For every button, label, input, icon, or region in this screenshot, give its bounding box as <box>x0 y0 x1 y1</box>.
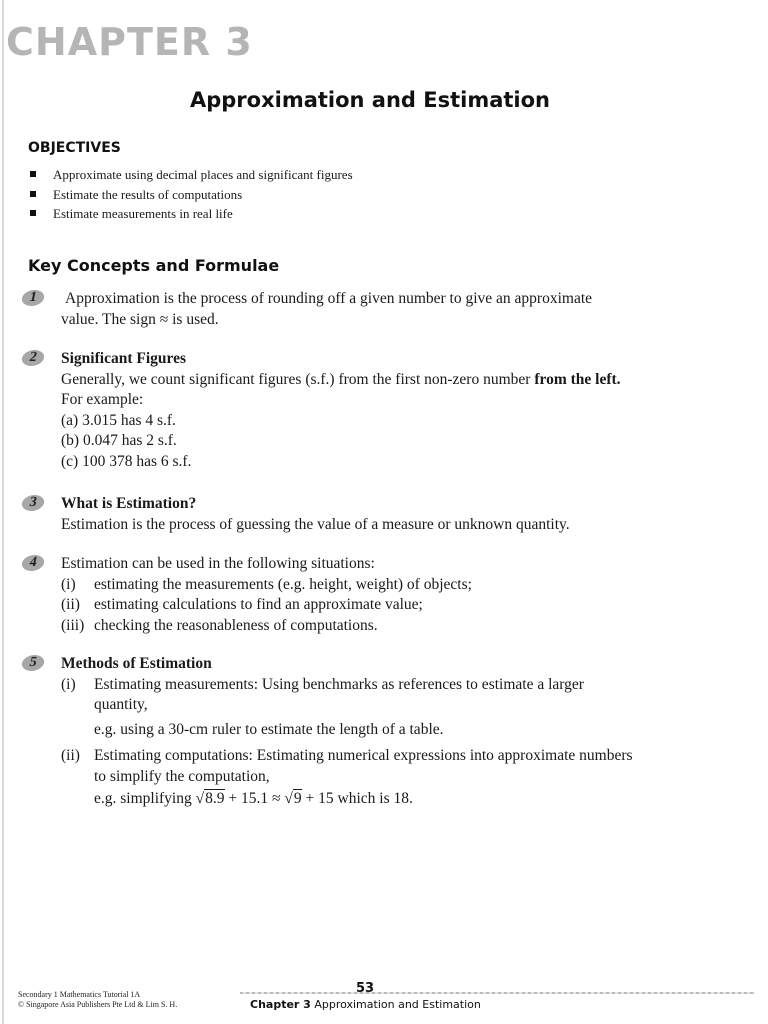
number-badge-icon: 1 <box>20 290 45 306</box>
objectives-heading: OBJECTIVES <box>28 140 121 156</box>
page-margin-rule <box>2 0 4 1024</box>
objective-item: Approximate using decimal places and significant figures <box>28 166 353 186</box>
concept-1-body <box>61 289 735 330</box>
list-item: (i) estimating the measurements (e.g. height, weight) of objects; <box>61 575 472 593</box>
bullet-icon <box>30 191 36 197</box>
number-badge-icon: 4 <box>20 555 45 571</box>
concept-2-body <box>61 349 731 472</box>
number-badge-icon: 2 <box>20 350 45 366</box>
concept-title: Significant Figures <box>61 350 187 367</box>
concept-text: Estimation is the process of guessing the value of a measure or unknown quantity. <box>61 515 570 533</box>
concept-3-body <box>61 494 731 535</box>
objective-item: Estimate the results of computations <box>28 186 353 206</box>
bullet-icon <box>30 210 36 216</box>
example-item: (b) 0.047 has 2 s.f. <box>61 432 177 449</box>
book-title: Secondary 1 Mathematics Tutorial 1A <box>18 990 141 999</box>
list-item: (ii) estimating calculations to find an approximate value; <box>61 596 423 613</box>
concept-title: What is Estimation? <box>61 495 197 512</box>
radicand: 8.9 <box>205 790 225 807</box>
page-title: Approximation and Estimation <box>189 88 551 112</box>
concept-text: Generally, we count significant figures (s.f.) from the first non-zero number from the left. <box>61 370 621 388</box>
example-text: e.g. simplifying √8.9 + 15.1 ≈ √9 + 15 which is 18. <box>94 790 413 807</box>
concept-title: Methods of Estimation <box>61 655 212 672</box>
concept-text: Estimation can be used in the following situations: <box>61 555 375 572</box>
example-text: e.g. using a 30-cm ruler to estimate the length of a table. <box>94 720 444 738</box>
concept-text: Approximation is the process of rounding off a given number to give an approximate <box>65 290 593 307</box>
key-concepts-heading: Key Concepts and Formulae <box>28 256 280 275</box>
example-item: (a) 3.015 has 4 s.f. <box>61 411 176 429</box>
number-badge-icon: 3 <box>20 495 45 511</box>
publisher-credit: © Singapore Asia Publishers Pte Ltd & Lim S. H. <box>18 1000 178 1009</box>
example-item: (c) 100 378 has 6 s.f. <box>61 452 192 470</box>
method-item: (i) Estimating measurements: Using benchmarks as references to estimate a larger quantity, e.g. using a 30-cm ruler to estimate the length of a table. <box>61 675 731 741</box>
footer-chapter: Chapter 3 Approximation and Estimation <box>250 998 481 1011</box>
footer-divider <box>240 992 755 994</box>
list-item: (iii) checking the reasonableness of computations. <box>61 616 378 634</box>
footer-credits <box>18 990 177 1010</box>
chapter-heading: CHAPTER 3 <box>6 20 253 64</box>
bullet-icon <box>30 171 36 177</box>
objective-item: Estimate measurements in real life <box>28 205 353 225</box>
number-badge-icon: 5 <box>20 655 45 671</box>
concept-text: For example: <box>61 391 144 408</box>
method-item: (ii) Estimating computations: Estimating numerical expressions into approximate numbers to simplify the computation, e.g. simplifying √8.9 + 15.1 ≈ √9 + 15 which is 18. <box>61 746 731 810</box>
radicand: 9 <box>293 790 302 807</box>
concept-text: value. The sign ≈ is used. <box>61 310 219 328</box>
page-number: 53 <box>356 981 375 996</box>
objectives-list <box>28 166 353 225</box>
concept-5-body <box>61 654 731 810</box>
concept-4-body <box>61 554 731 636</box>
